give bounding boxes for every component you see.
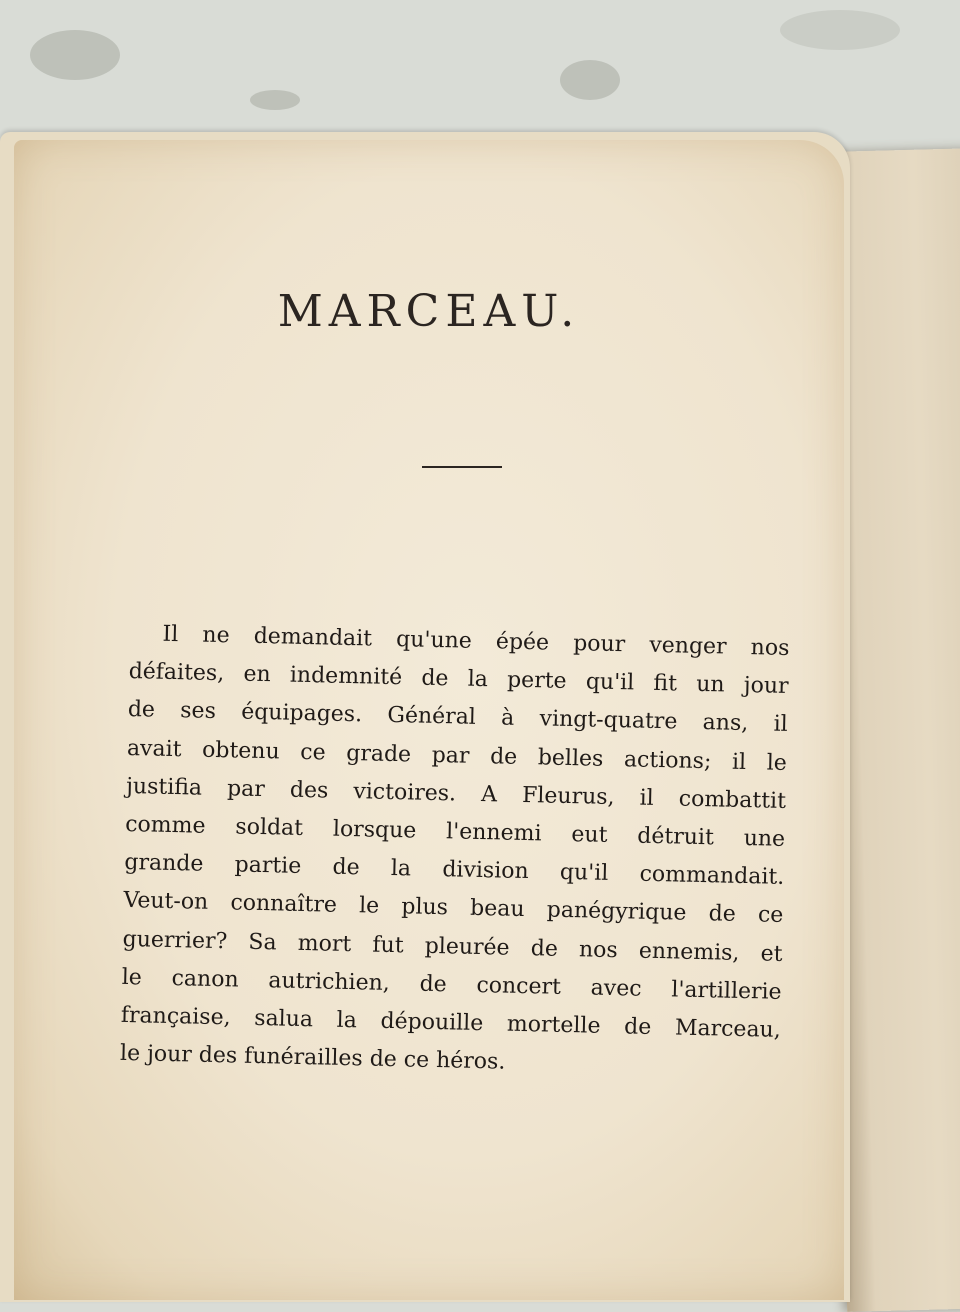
text-line: de ses équipages. Général à vingt-quatre ans, il <box>127 697 788 738</box>
text-line: comme soldat lorsque l'ennemi eut détruit une <box>124 811 786 852</box>
text-line: avait obtenu ce grade par de belles actions; il le <box>126 735 788 776</box>
page-title: MARCEAU. <box>277 286 581 337</box>
body-paragraph <box>120 615 790 1088</box>
text-line: défaites, en indemnité de la perte qu'il fit un jour <box>128 659 789 700</box>
text-line: justifia par des victoires. A Fleurus, il combattit <box>125 773 787 814</box>
background-stain <box>780 10 900 50</box>
text-line: Il ne demandait qu'une épée pour venger nos <box>162 621 790 661</box>
text-line: guerrier? Sa mort fut pleurée de nos ennemis, et <box>122 926 783 967</box>
text-line: le canon autrichien, de concert avec l'artillerie <box>121 964 782 1005</box>
background-stain <box>560 60 620 100</box>
background-stain <box>30 30 120 80</box>
text-line: Veut-on connaître le plus beau panégyrique de ce <box>123 888 784 929</box>
title-rule <box>422 466 502 468</box>
text-line: grande partie de la division qu'il commandait. <box>124 850 785 891</box>
book-page <box>14 140 844 1300</box>
background-stain <box>250 90 300 110</box>
text-line: française, salua la dépouille mortelle de Marceau, <box>120 1002 782 1043</box>
text-line: le jour des funérailles de ce héros. <box>119 1041 506 1075</box>
